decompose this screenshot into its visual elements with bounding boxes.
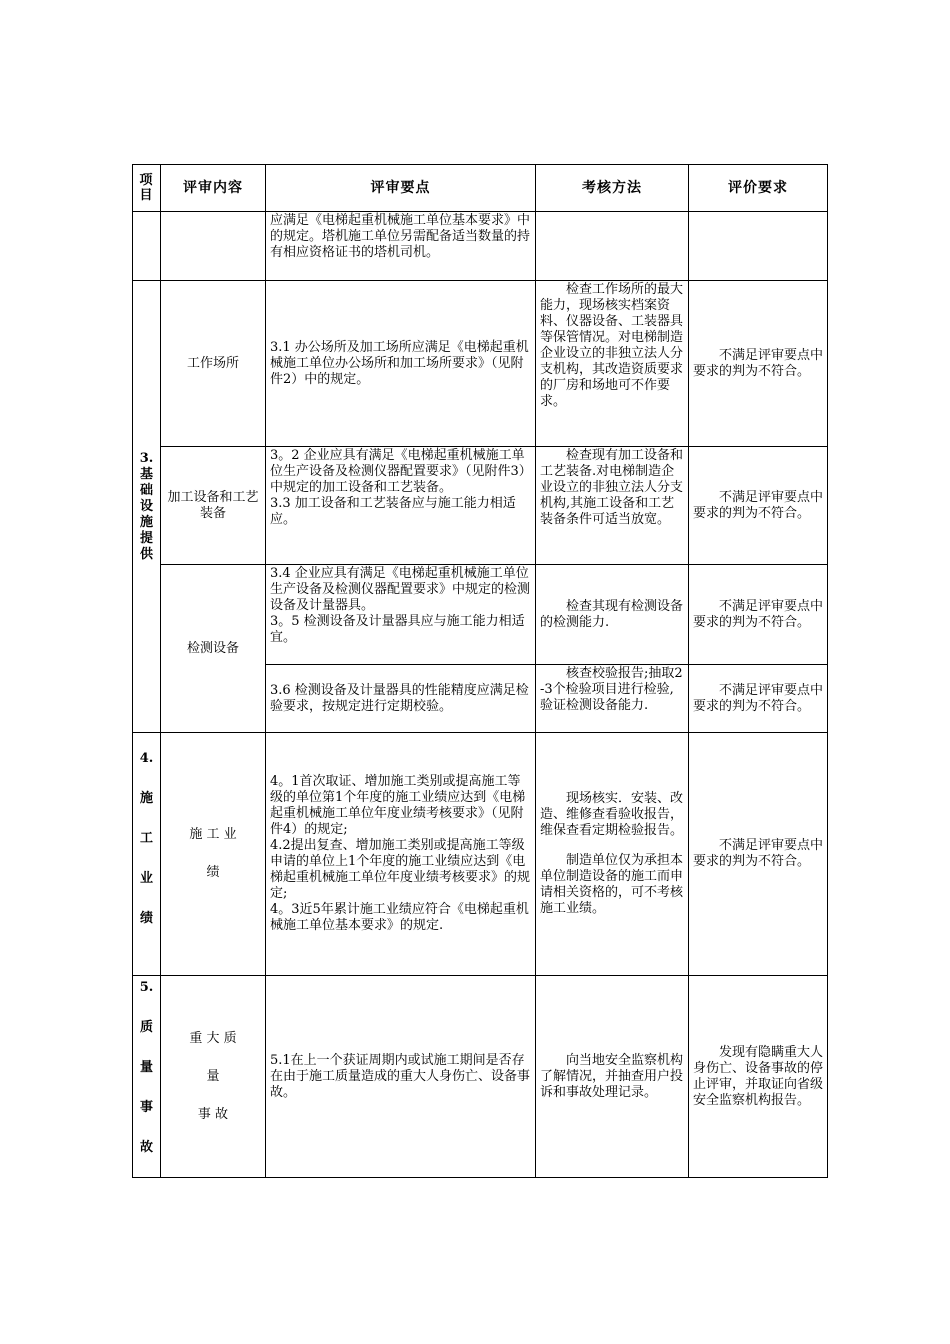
content-cell [161,212,266,281]
project-char: 工 [139,831,153,846]
header-points: 评审要点 [266,165,536,212]
project-char: 绩 [139,911,153,926]
section4-project [133,733,161,976]
project-char: 故 [139,1140,153,1155]
points-text: 3。5 检测设备及计量器具应与施工能力相适宜。 [270,614,525,645]
section5-project [133,976,161,1178]
content-text: 绩 [206,865,220,880]
method-text: 现场核实．安装、改造、维修查看验收报告，维保查看定期检验报告。 [540,791,684,838]
points-cell: 3.1 办公场所及加工场所应满足《电梯起重机械施工单位办公场所和加工场所要求》（见附件2）中的规定。 [266,281,536,447]
method-cell: 检查工作场所的最大能力，现场核实档案资料、仪器设备、工装器具等保管情况。对电梯制造企业设立的非独立法人分支机构，其改造资质要求的厂房和场地可不作要求。 [536,281,689,447]
points-text: 4。3近5年累计施工业绩应符合《电梯起重机械施工单位基本要求》的规定. [270,902,529,933]
content-cell: 工作场所 [161,281,266,447]
points-text: 3。2 企业应具有满足《电梯起重机械施工单位生产设备及检测仪器配置要求》（见附件3）中规定的加工设备和工艺装备。 [270,448,526,495]
project-num: 5. [139,980,154,995]
content-text: 重 大 质 [189,1030,237,1046]
content-text: 事 故 [197,1106,229,1122]
requirement-cell: 不满足评审要点中要求的判为不符合。 [689,281,828,447]
table-header-row [133,165,828,212]
table-row [133,447,828,565]
points-cell [266,565,536,665]
points-cell: 5.1在上一个获证周期内或试施工期间是否存在由于施工质量造成的重大人身伤亡、设备事故。 [266,976,536,1178]
requirement-cell: 不满足评审要点中要求的判为不符合。 [689,733,828,976]
method-text: 制造单位仅为承担本单位制造设备的施工而申请相关资格的，可不考核施工业绩。 [540,853,684,916]
review-table [132,164,828,1178]
header-method: 考核方法 [536,165,689,212]
method-cell: 检查现有加工设备和工艺装备.对电梯制造企业设立的非独立法人分支机构,其施工设备和工艺装备条件可适当放宽。 [536,447,689,565]
points-text: 3.4 企业应具有满足《电梯起重机械施工单位生产设备及检测仪器配置要求》中规定的检测设备及计量器具。 [270,566,531,613]
points-cell: 3.6 检测设备及计量器具的性能精度应满足检验要求，按规定进行定期校验。 [266,665,536,733]
content-cell: 检测设备 [161,565,266,733]
points-text: 4。1首次取证、增加施工类别或提高施工等级的单位第1个年度的施工业绩应达到《电梯起重机械施工单位年度业绩考核要求》（见附件4）的规定; [270,774,526,837]
content-cell [161,733,266,976]
table-row [133,565,828,665]
content-text: 施 工 业 [189,827,237,842]
points-cell [266,447,536,565]
project-char: 事 [139,1100,153,1115]
requirement-cell: 不满足评审要点中要求的判为不符合。 [689,665,828,733]
points-text: 4.2提出复查、增加施工类别或提高施工等级申请的单位上1个年度的施工业绩应达到《电梯起重机械施工单位年度业绩考核要求》的规定; [270,838,531,901]
table-row [133,733,828,976]
content-cell [161,976,266,1178]
points-cell: 应满足《电梯起重机械施工单位基本要求》中的规定。塔机施工单位另需配备适当数量的持有相应资格证书的塔机司机。 [266,212,536,281]
content-text: 量 [206,1068,220,1084]
points-cell [266,733,536,976]
method-cell [536,212,689,281]
project-char: 施 [139,791,153,806]
project-char: 量 [139,1060,153,1075]
table-row [133,281,828,447]
requirement-cell: 不满足评审要点中要求的判为不符合。 [689,447,828,565]
section3-project: 3.基础设施提供 [133,281,161,733]
project-cell [133,212,161,281]
requirement-cell [689,212,828,281]
project-char: 业 [139,871,153,886]
project-num: 4. [139,751,154,766]
header-project: 项目 [133,165,161,212]
requirement-cell: 不满足评审要点中要求的判为不符合。 [689,565,828,665]
points-text: 3.3 加工设备和工艺装备应与施工能力相适应。 [270,496,516,527]
requirement-cell: 发现有隐瞒重大人身伤亡、设备事故的停止评审，并取证向省级安全监察机构报告。 [689,976,828,1178]
table-row [133,212,828,281]
table-row [133,976,828,1178]
header-content: 评审内容 [161,165,266,212]
content-cell: 加工设备和工艺装备 [161,447,266,565]
method-cell: 向当地安全监察机构了解情况，并抽查用户投诉和事故处理记录。 [536,976,689,1178]
method-cell: 核查校验报告;抽取2-3个检验项目进行检验,验证检测设备能力. [536,665,689,733]
project-char: 质 [139,1020,153,1035]
method-cell: 检查其现有检测设备的检测能力. [536,565,689,665]
method-cell [536,733,689,976]
header-requirement: 评价要求 [689,165,828,212]
